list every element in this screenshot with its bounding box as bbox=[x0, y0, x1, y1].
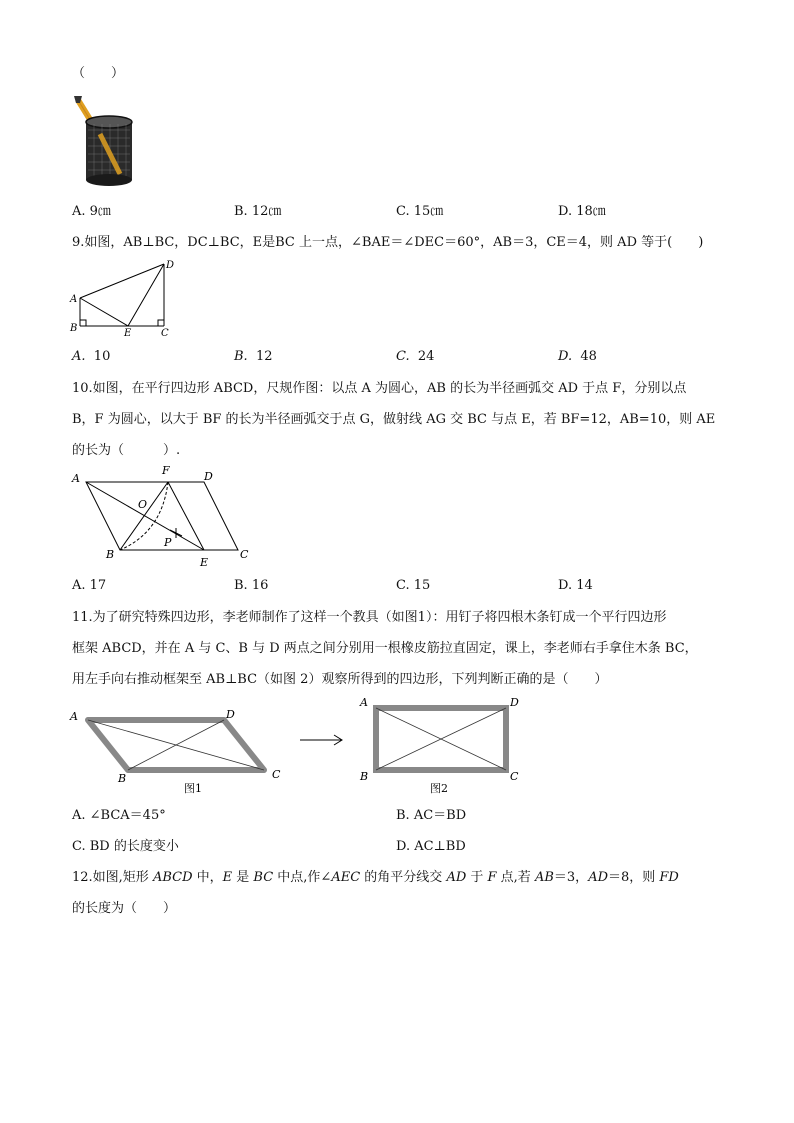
q8-option-c[interactable]: C. 15㎝ bbox=[396, 204, 444, 219]
pencil-holder-image bbox=[70, 94, 136, 192]
q11-stem-line-2: 框架 ABCD，并在 A 与 C、B 与 D 两点之间分别用一根橡皮筋拉直固定，课上，李老师右手拿住木条 BC， bbox=[72, 641, 698, 656]
q10-label-p: P bbox=[164, 536, 172, 549]
q11-fig2-label-b: B bbox=[360, 770, 369, 783]
q9-option-d[interactable]: D. 48 bbox=[558, 349, 597, 364]
q9-option-c[interactable]: C. 24 bbox=[396, 349, 435, 364]
q9-label-e: E bbox=[124, 328, 132, 338]
q10-label-a: A bbox=[72, 472, 80, 485]
q9-option-b[interactable]: B. 12 bbox=[234, 349, 273, 364]
q11-fig2-label-a: A bbox=[360, 696, 368, 709]
q11-stem-line-1: 11.为了研究特殊四边形，李老师制作了这样一个教具（如图1）：用钉子将四根木条钉成一个平行四边形 bbox=[72, 610, 667, 625]
q10-option-a[interactable]: A. 17 bbox=[72, 578, 107, 593]
q9-figure bbox=[66, 258, 186, 338]
q11-fig2-label-c: C bbox=[510, 770, 519, 783]
q11-fig1-label-d: D bbox=[226, 708, 235, 721]
q10-label-f: F bbox=[162, 464, 170, 477]
q10-option-d[interactable]: D. 14 bbox=[558, 578, 593, 593]
q11-fig1-label-c: C bbox=[272, 768, 281, 781]
q11-fig1-label-a: A bbox=[70, 710, 78, 723]
q9-option-a[interactable]: A. 10 bbox=[72, 349, 111, 364]
q10-option-b[interactable]: B. 16 bbox=[234, 578, 269, 593]
q9-label-c: C bbox=[161, 328, 169, 338]
q9-label-d: D bbox=[166, 260, 175, 271]
q11-fig1-caption: 图1 bbox=[184, 782, 202, 795]
q9-label-a: A bbox=[70, 294, 78, 305]
q10-option-c[interactable]: C. 15 bbox=[396, 578, 431, 593]
q9-stem: 9.如图，AB⊥BC，DC⊥BC，E是BC 上一点，∠BAE＝∠DEC＝60°，AB＝3，CE＝4，则 AD 等于( ) bbox=[72, 235, 704, 250]
q12-stem-line-2: 的长度为（ ） bbox=[72, 901, 177, 916]
q11-figure-1 bbox=[66, 700, 296, 800]
q11-option-b[interactable]: B. AC＝BD bbox=[396, 808, 467, 823]
q10-stem-line-2: B，F 为圆心，以大于 BF 的长为半径画弧交于点 G，做射线 AG 交 BC 与点 E，若 BF=12，AB=10，则 AE bbox=[72, 412, 716, 427]
q8-option-b[interactable]: B. 12㎝ bbox=[234, 204, 282, 219]
q11-fig2-label-d: D bbox=[510, 696, 519, 709]
q11-option-d[interactable]: D. AC⊥BD bbox=[396, 839, 466, 854]
q10-label-d: D bbox=[204, 470, 213, 483]
q10-figure bbox=[66, 462, 266, 572]
q11-option-a[interactable]: A. ∠BCA＝45° bbox=[72, 808, 166, 823]
q10-label-e: E bbox=[200, 556, 209, 569]
q9-label-b: B bbox=[70, 323, 78, 334]
right-arrow-icon bbox=[298, 730, 346, 750]
q8-paren: （ ） bbox=[72, 66, 125, 81]
q11-stem-line-3: 用左手向右推动框架至 AB⊥BC（如图 2）观察所得到的四边形，下列判断正确的是（ ） bbox=[72, 672, 608, 687]
q8-option-d[interactable]: D. 18㎝ bbox=[558, 204, 606, 219]
q11-fig2-caption: 图2 bbox=[430, 782, 448, 795]
q10-label-c: C bbox=[240, 548, 249, 561]
q11-figure-2 bbox=[356, 692, 532, 800]
q11-option-c[interactable]: C. BD 的长度变小 bbox=[72, 839, 179, 854]
q11-fig1-label-b: B bbox=[118, 772, 127, 785]
q12-stem-line-1: 12.如图,矩形 ABCD 中，E 是 BC 中点,作∠AEC 的角平分线交 AD 于 F 点,若 AB＝3，AD＝8，则 FD bbox=[72, 870, 679, 885]
q10-stem-line-1: 10.如图，在平行四边形 ABCD，尺规作图：以点 A 为圆心，AB 的长为半径画弧交 AD 于点 F，分别以点 bbox=[72, 381, 687, 396]
q10-label-b: B bbox=[106, 548, 115, 561]
q8-option-a[interactable]: A. 9㎝ bbox=[72, 204, 111, 219]
q10-label-o: O bbox=[138, 498, 148, 511]
q10-stem-line-3: 的长为（ ）. bbox=[72, 443, 181, 458]
